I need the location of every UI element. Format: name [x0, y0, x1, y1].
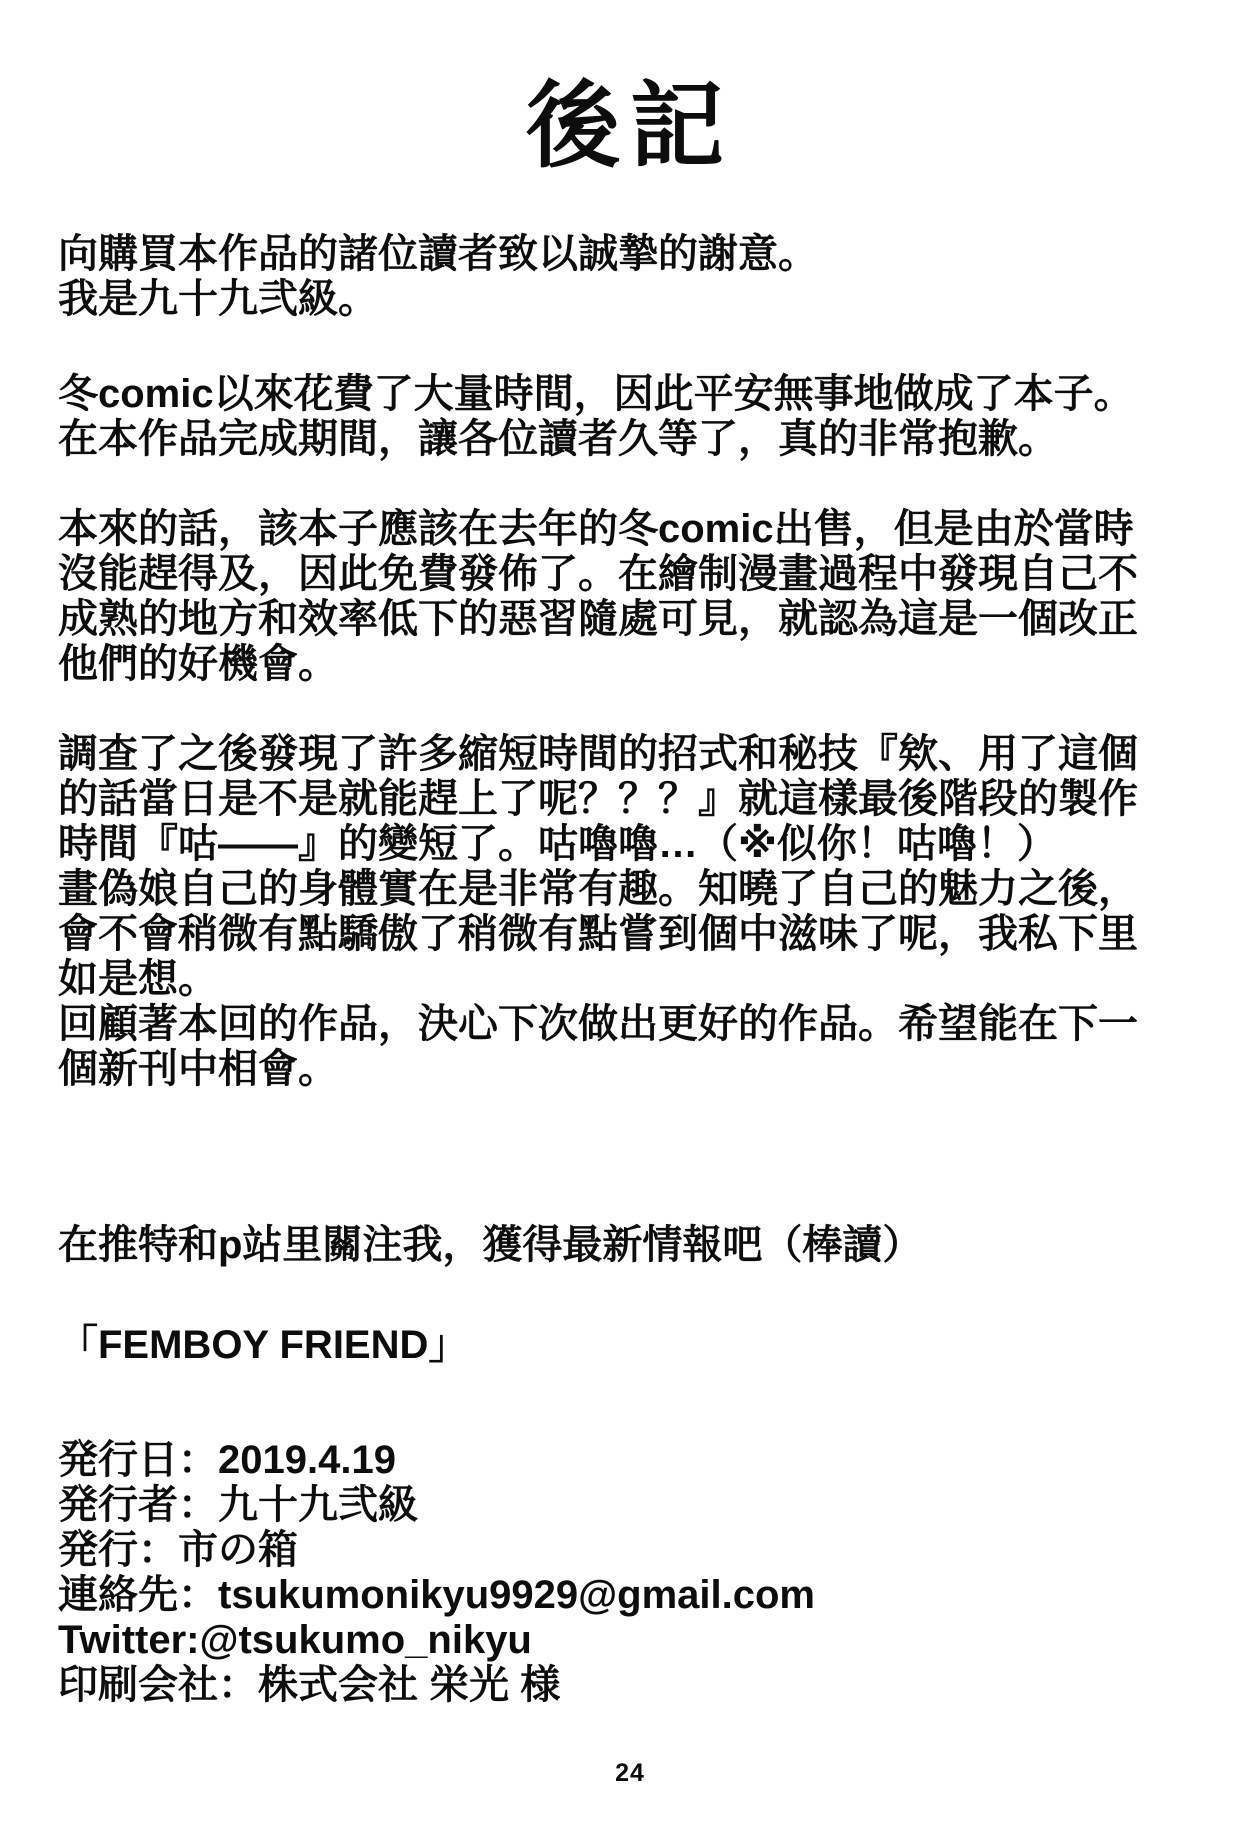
- paragraph-progress: [58, 372, 1234, 462]
- text-line: 調查了之後發現了許多縮短時間的招式和秘技『欸、用了這個: [58, 732, 1138, 776]
- text-line: 的話當日是不是就能趕上了呢？？？』就這樣最後階段的製作: [58, 777, 1138, 821]
- colophon: [58, 1438, 1234, 1708]
- text-line: 在推特和p站里關注我，獲得最新情報吧（棒讀）: [58, 1223, 923, 1267]
- paragraph-thanks: [58, 232, 1234, 322]
- page-title: 後記: [525, 73, 734, 178]
- text-line: 時間『咕——』的變短了。咕嚕嚕…（※似你！咕嚕！）: [58, 822, 1057, 866]
- paragraph-reflection: [58, 732, 1234, 1092]
- text-line: 回顧著本回的作品，決心下次做出更好的作品。希望能在下一: [58, 1002, 1138, 1046]
- text-line: 畫偽娘自己的身體實在是非常有趣。知曉了自己的魅力之後，: [58, 867, 1138, 911]
- paragraph-social: [58, 1223, 1234, 1268]
- colophon-contact-email: 連絡先：tsukumonikyu9929@gmail.com: [58, 1573, 815, 1617]
- text-line: 冬comic以來花費了大量時間，因此平安無事地做成了本子。: [58, 372, 1134, 416]
- text-line: 沒能趕得及，因此免費發佈了。在繪制漫畫過程中發現自己不: [58, 552, 1138, 596]
- text-line: 我是九十九弐級。: [58, 277, 378, 321]
- text-line: 本來的話，該本子應該在去年的冬comic出售，但是由於當時: [58, 507, 1134, 551]
- book-title: [58, 1323, 1234, 1368]
- text-line: 他們的好機會。: [58, 642, 338, 686]
- colophon-publisher-person: 発行者：九十九弐級: [58, 1483, 418, 1527]
- colophon-circle: 発行：市の箱: [58, 1528, 298, 1572]
- text-line: 成熟的地方和效率低下的惡習隨處可見，就認為這是一個改正: [58, 597, 1138, 641]
- colophon-twitter-handle: Twitter:@tsukumo_nikyu: [58, 1618, 532, 1662]
- text-line: 會不會稍微有點驕傲了稍微有點嘗到個中滋味了呢，我私下里: [58, 912, 1138, 956]
- colophon-publish-date: 発行日：2019.4.19: [58, 1438, 396, 1482]
- colophon-printer: 印刷会社：株式会社 栄光 様: [58, 1663, 561, 1707]
- text-line: 在本作品完成期間，讓各位讀者久等了，真的非常抱歉。: [58, 417, 1058, 461]
- text-line: 個新刊中相會。: [58, 1047, 338, 1091]
- page-number: 24: [615, 1759, 645, 1787]
- paragraph-delay: [58, 507, 1234, 687]
- afterword-body: [0, 232, 1260, 1708]
- text-line: 如是想。: [58, 957, 218, 1001]
- text-line: 向購買本作品的諸位讀者致以誠摯的謝意。: [58, 232, 818, 276]
- book-title-text: 「FEMBOY FRIEND」: [58, 1323, 469, 1367]
